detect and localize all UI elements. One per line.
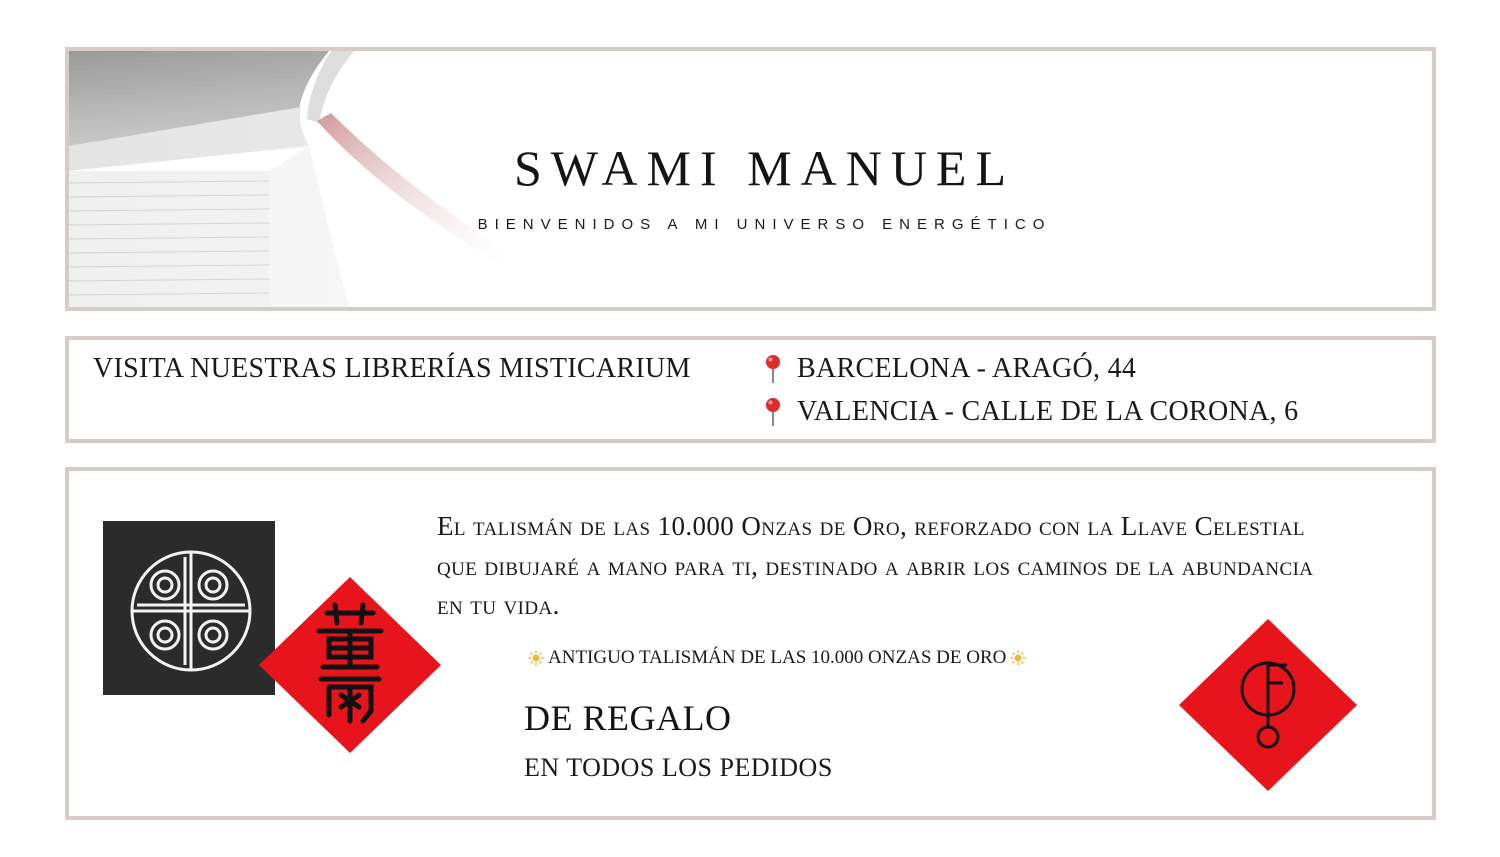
store-location-label: BARCELONA - ARAGÓ, 44 [797,353,1137,384]
gift-title: DE REGALO [524,698,732,738]
store-location-label: VALENCIA - CALLE DE LA CORONA, 6 [797,396,1299,427]
map-pin-icon [765,354,781,384]
map-pin-icon [765,397,781,427]
gift-subtitle: EN TODOS LOS PEDIDOS [524,753,833,782]
red-chinese-talisman-image [257,575,443,755]
store-location-barcelona[interactable] [765,353,1136,385]
gift-item-label: ANTIGUO TALISMÁN DE LAS 10.000 ONZAS DE ORO [548,647,1007,668]
black-talisman-image [101,519,277,697]
talisman-description: El talismán de las 10.000 Onzas de Oro, reforzado con la Llave Celestial que dibujaré a mano para ti, destinado a abrir los caminos de la abundancia en tu vida. [437,511,1314,620]
gift-item-line [524,647,1030,669]
stores-heading: VISITA NUESTRAS LIBRERÍAS MISTICARIUM [93,353,691,384]
sun-icon [1010,650,1026,666]
header-banner [65,47,1436,311]
store-location-valencia[interactable] [765,396,1298,428]
offer-panel [65,467,1436,820]
page-title: SWAMI MANUEL [513,140,1016,196]
red-key-talisman-image [1177,617,1359,793]
page-subtitle: BIENVENIDOS A MI UNIVERSO ENERGÉTICO [477,216,1052,233]
stores-panel [65,336,1436,443]
sun-icon [528,650,544,666]
